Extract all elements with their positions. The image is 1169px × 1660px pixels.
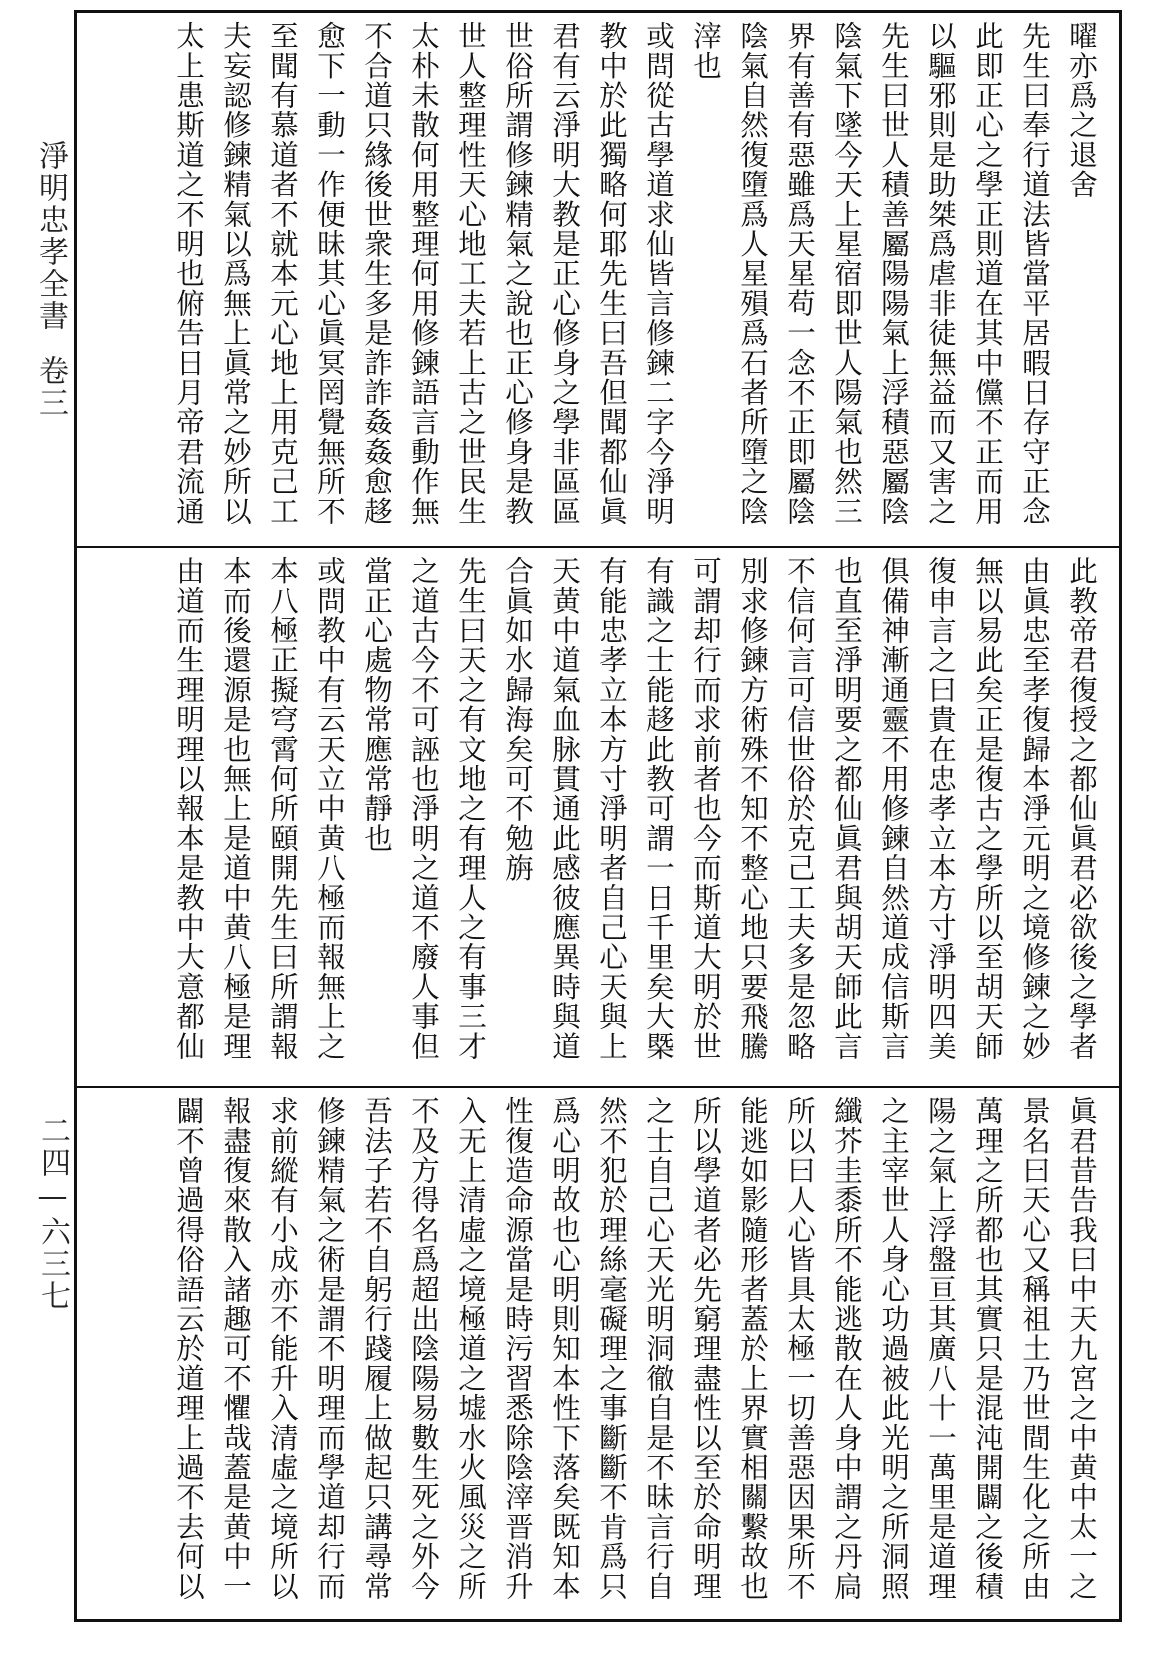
text-column: 有識之士能趍此教可謂一日千里矣大槩 [642, 556, 675, 1061]
text-column: 君有云淨明大教是正心修身之學非區區 [548, 21, 581, 526]
text-column: 陰氣下墜今天上星宿即世人陽氣也然三 [830, 21, 863, 526]
text-column: 報盡復來散入諸趣可不懼哉蓋是黄中一 [219, 1096, 252, 1601]
text-column: 世俗所謂修鍊精氣之說也正心修身是教 [501, 21, 534, 526]
text-column: 當正心處物常應常靜也 [360, 556, 393, 853]
text-column: 之道古今不可誣也淨明之道不廢人事但 [407, 556, 440, 1061]
text-column: 爲心明故也心明則知本性下落矣既知本 [548, 1096, 581, 1601]
text-column: 愈下一動一作便昧其心眞冥罔覺無所不 [313, 21, 346, 526]
text-column: 滓也 [689, 21, 722, 81]
text-column: 由眞忠至孝復歸本淨元明之境修鍊之妙 [1018, 556, 1051, 1061]
text-column: 先生曰奉行道法皆當平居暇日存守正念 [1018, 21, 1051, 526]
text-column: 太上患斯道之不明也俯告日月帝君流通 [172, 21, 205, 526]
text-column: 不信何言可信世俗於克己工夫多是忽略 [783, 556, 816, 1061]
text-column: 所以學道者必先窮理盡性以至於命明理 [689, 1096, 722, 1601]
volume-label: 卷三 [33, 355, 68, 419]
text-panel-3 [77, 1086, 1119, 1622]
text-column: 此即正心之學正則道在其中儻不正而用 [971, 21, 1004, 526]
text-column: 景名曰天心又稱祖土乃世間生化之所由 [1018, 1096, 1051, 1601]
text-column: 教中於此獨略何耶先生曰吾但聞都仙眞 [595, 21, 628, 526]
text-column: 所以曰人心皆具太極一切善惡因果所不 [783, 1096, 816, 1601]
text-column: 求前縱有小成亦不能升入清虛之境所以 [266, 1096, 299, 1601]
page-number: 二四—六三七 [35, 1115, 70, 1312]
text-column: 界有善有惡雖爲天星苟一念不正即屬陰 [783, 21, 816, 526]
text-column: 至聞有慕道者不就本元心地上用克己工 [266, 21, 299, 526]
text-column: 纖芥圭黍所不能逃散在人身中謂之丹扃 [830, 1096, 863, 1601]
text-column: 先生曰世人積善屬陽陽氣上浮積惡屬陰 [877, 21, 910, 526]
text-column: 然不犯於理絲毫礙理之事斷斷不肯爲只 [595, 1096, 628, 1601]
text-column: 修鍊精氣之術是謂不明理而學道却行而 [313, 1096, 346, 1601]
text-column: 或問從古學道求仙皆言修鍊二字今淨明 [642, 21, 675, 526]
text-column: 世人整理性天心地工夫若上古之世民生 [454, 21, 487, 526]
text-column: 天黄中道氣血脉貫通此感彼應異時與道 [548, 556, 581, 1061]
text-column: 陽之氣上浮盤亘其廣八十一萬里是道理 [924, 1096, 957, 1601]
text-column: 眞君昔告我曰中天九宮之中黄中太一之 [1065, 1096, 1098, 1601]
text-column: 復申言之曰貴在忠孝立本方寸淨明四美 [924, 556, 957, 1061]
text-column: 由道而生理明理以報本是教中大意都仙 [172, 556, 205, 1061]
text-column: 萬理之所都也其實只是混沌開闢之後積 [971, 1096, 1004, 1601]
text-column: 之主宰世人身心功過被此光明之所洞照 [877, 1096, 910, 1601]
text-column: 之士自己心天光明洞徹自是不昧言行自 [642, 1096, 675, 1601]
text-column: 能逃如影隨形者蓋於上界實相關繫故也 [736, 1096, 769, 1601]
text-column: 以驅邪則是助桀爲虐非徒無益而又害之 [924, 21, 957, 526]
text-column: 或問教中有云天立中黄八極而報無上之 [313, 556, 346, 1061]
panel-3-text [91, 1096, 1105, 1616]
text-column: 此教帝君復授之都仙眞君必欲後之學者 [1065, 556, 1098, 1061]
panel-2-text [91, 556, 1105, 1080]
panel-1-text [91, 21, 1105, 540]
text-column: 俱備神漸通靈不用修鍊自然道成信斯言 [877, 556, 910, 1061]
text-column: 性復造命源當是時污習悉除陰滓晋消升 [501, 1096, 534, 1601]
text-column: 先生曰天之有文地之有理人之有事三才 [454, 556, 487, 1061]
text-panel-1 [77, 13, 1119, 546]
text-column: 闢不曾過得俗語云於道理上過不去何以 [172, 1096, 205, 1601]
text-column: 入无上清虛之境極道之墟水火風災之所 [454, 1096, 487, 1601]
text-column: 曜亦爲之退舍 [1065, 21, 1098, 200]
text-column: 別求修鍊方術殊不知不整心地只要飛騰 [736, 556, 769, 1061]
text-column: 不及方得名爲超出陰陽易數生死之外今 [407, 1096, 440, 1601]
text-column: 不合道只緣後世衆生多是詐詐姦姦愈趍 [360, 21, 393, 526]
text-column: 有能忠孝立本方寸淨明者自己心天與上 [595, 556, 628, 1061]
text-column: 合眞如水歸海矣可不勉旃 [501, 556, 534, 883]
text-column: 本八極正擬穹霄何所頤開先生曰所謂報 [266, 556, 299, 1061]
page-frame [74, 10, 1122, 1622]
text-column: 也直至淨明要之都仙眞君與胡天師此言 [830, 556, 863, 1061]
text-column: 太朴未散何用整理何用修鍊語言動作無 [407, 21, 440, 526]
text-panel-2 [77, 546, 1119, 1086]
text-column: 吾法子若不自躬行踐履上做起只講尋常 [360, 1096, 393, 1601]
text-column: 可謂却行而求前者也今而斯道大明於世 [689, 556, 722, 1061]
text-column: 本而後還源是也無上是道中黄八極是理 [219, 556, 252, 1061]
text-column: 夫妄認修鍊精氣以爲無上眞常之妙所以 [219, 21, 252, 526]
text-column: 陰氣自然復墮爲人星殞爲石者所墮之陰 [736, 21, 769, 526]
text-column: 無以易此矣正是復古之學所以至胡天師 [971, 556, 1004, 1061]
book-title: 淨明忠孝全書 [33, 140, 68, 332]
